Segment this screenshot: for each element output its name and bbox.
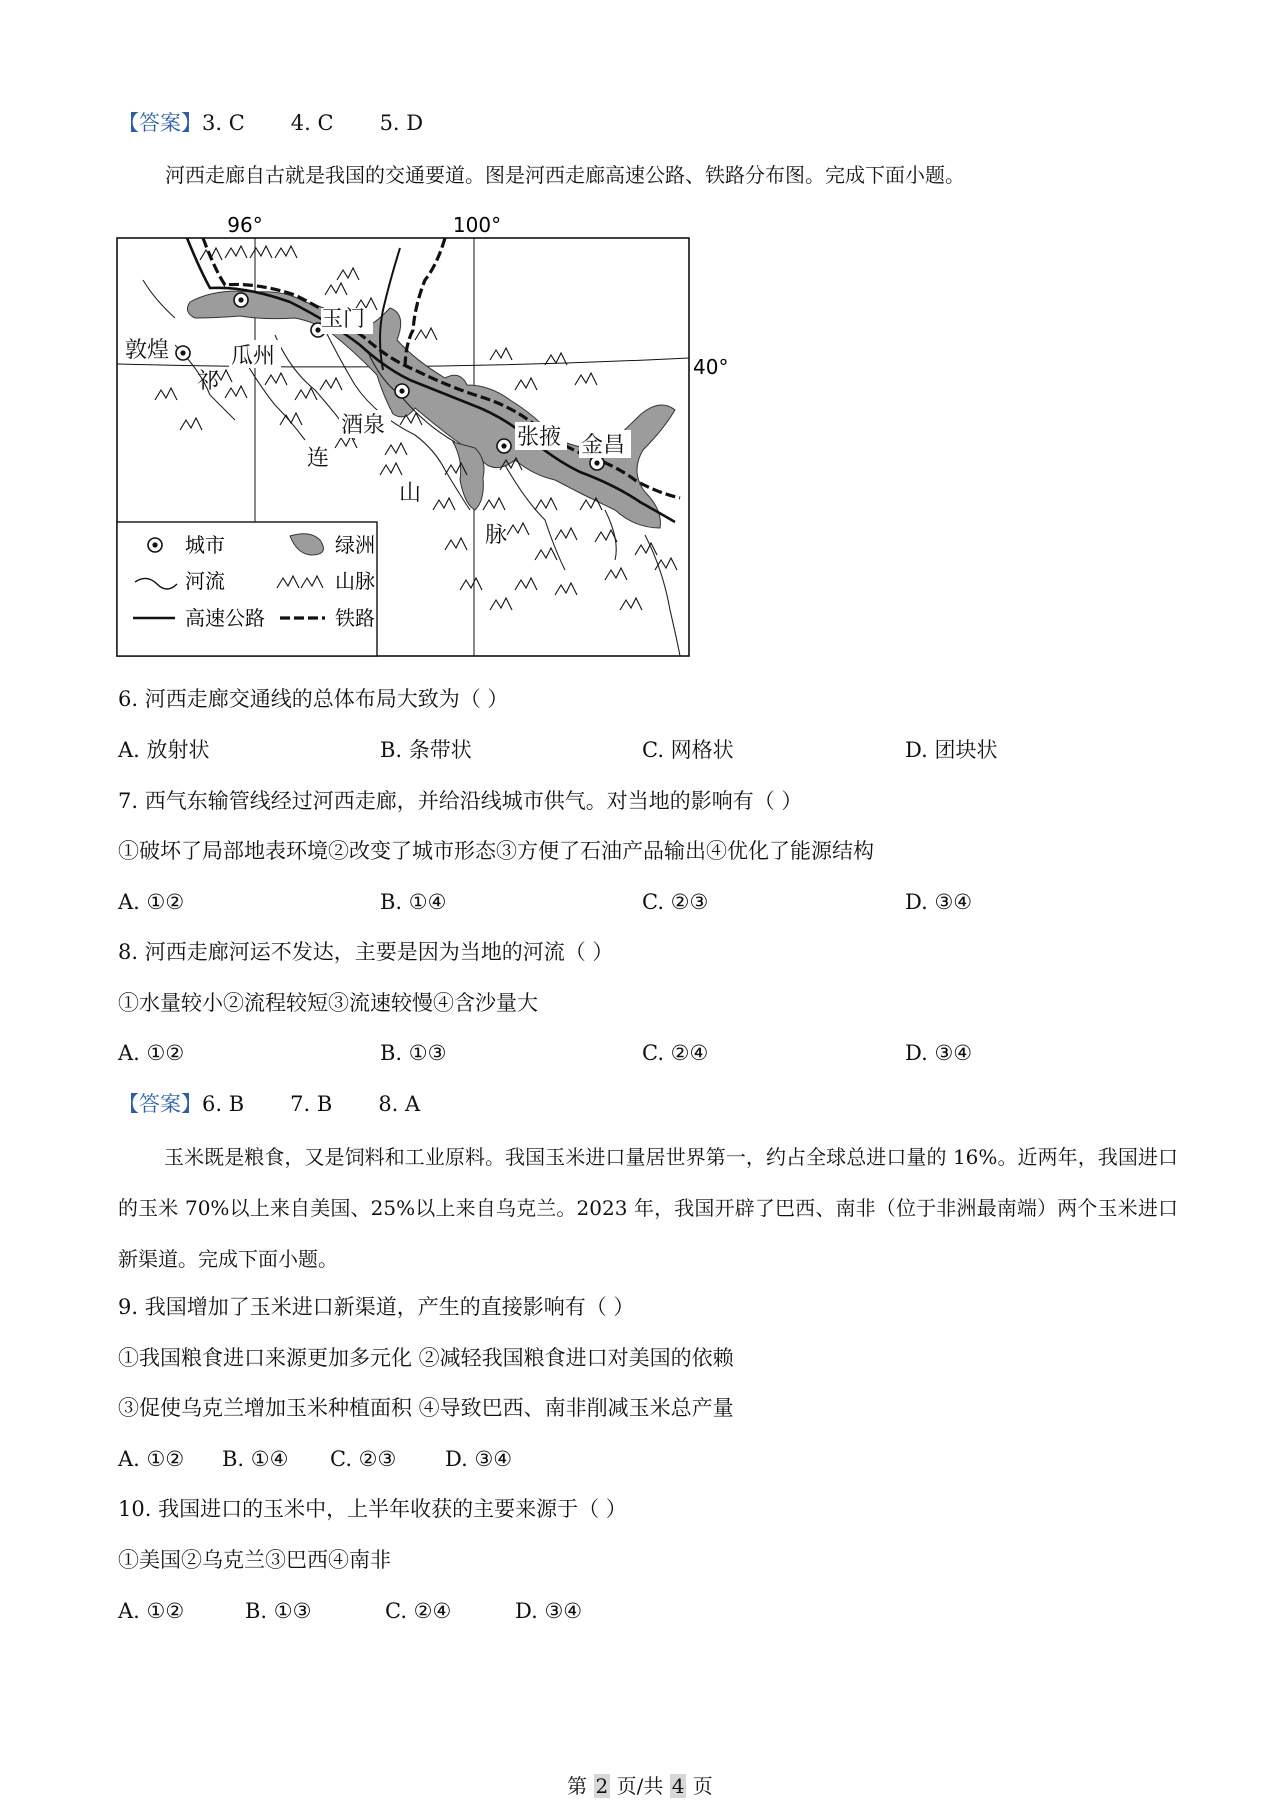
map-legend [117, 522, 377, 656]
intro-paragraph-2: 玉米既是粮食，又是饲料和工业原料。我国玉米进口量居世界第一，约占全球总进口量的 16%。近两年，我国进口的玉米 70%以上来自美国、25%以上来自乌克兰。2023 年，我国开辟了巴西、南非（位于非洲最南端）两个玉米进口新渠道。完成下面小题。 [118, 1145, 1178, 1271]
legend-oasis-label: 绿洲 [335, 533, 375, 557]
answer-item: 4. C [290, 111, 334, 135]
mountain-char-qi: 祁 [197, 369, 220, 394]
footer-middle: 页/共 [610, 1774, 670, 1798]
footer-total-pages: 4 [671, 1774, 685, 1798]
question-6-stem: 6. 河西走廊交通线的总体布局大致为（ ） [118, 687, 509, 711]
answer-line-1 [118, 108, 469, 138]
lon-label-100: 100° [452, 213, 502, 237]
intro-paragraph-1: 河西走廊自古就是我国的交通要道。图是河西走廊高速公路、铁路分布图。完成下面小题。 [165, 163, 965, 187]
question-7-statements: ①破坏了局部地表环境②改变了城市形态③方便了石油产品输出④优化了能源结构 [118, 839, 874, 863]
page-footer [0, 1770, 1280, 1799]
q9-option-d: D. ③④ [445, 1447, 513, 1471]
q6-option-c: C. 网格状 [642, 738, 734, 762]
question-9-stem: 9. 我国增加了玉米进口新渠道，产生的直接影响有（ ） [118, 1295, 635, 1319]
mountain-char-mai: 脉 [485, 523, 508, 548]
answer-item: 7. B [290, 1092, 333, 1116]
city-marker-guazhou [234, 293, 248, 307]
q10-option-a: A. ①② [118, 1599, 185, 1623]
mountain-char-shan: 山 [399, 481, 422, 506]
lat-label-40: 40° [693, 355, 729, 379]
q8-option-a: A. ①② [118, 1041, 185, 1065]
question-10-statements: ①美国②乌克兰③巴西④南非 [118, 1548, 391, 1572]
q8-option-d: D. ③④ [905, 1041, 973, 1065]
q8-option-b: B. ①③ [380, 1041, 447, 1065]
question-8-statements: ①水量较小②流程较短③流速较慢④含沙量大 [118, 991, 538, 1015]
answer-line-2 [118, 1089, 466, 1119]
oasis-area [187, 291, 675, 528]
city-label-jiuquan: 酒泉 [341, 413, 386, 438]
q7-option-a: A. ①② [118, 890, 185, 914]
footer-suffix: 页 [686, 1774, 713, 1798]
city-marker-jiuquan [395, 384, 409, 398]
q6-option-a: A. 放射状 [118, 738, 210, 762]
q6-option-b: B. 条带状 [380, 738, 472, 762]
city-marker-dunhuang [176, 346, 190, 360]
mountain-char-lian: 连 [307, 446, 330, 471]
answer-item: 5. D [379, 111, 424, 135]
q9-option-a: A. ①② [118, 1447, 185, 1471]
legend-city-label: 城市 [185, 533, 225, 557]
legend-river-label: 河流 [185, 569, 225, 593]
city-label-jinchang: 金昌 [581, 433, 626, 458]
q6-option-d: D. 团块状 [905, 738, 998, 762]
q10-option-d: D. ③④ [515, 1599, 583, 1623]
city-label-guazhou: 瓜州 [231, 344, 276, 369]
answer-tag: 【答案】 [118, 1092, 202, 1116]
answer-tag: 【答案】 [118, 111, 202, 135]
q7-option-b: B. ①④ [380, 890, 447, 914]
city-label-yumen: 玉门 [321, 307, 366, 332]
q8-option-c: C. ②④ [642, 1041, 709, 1065]
question-9-statements-1: ①我国粮食进口来源更加多元化 ②减轻我国粮食进口对美国的依赖 [118, 1346, 734, 1370]
answer-item: 3. C [202, 111, 245, 135]
q10-option-c: C. ②④ [385, 1599, 452, 1623]
railway-branch [405, 238, 445, 370]
question-7-stem: 7. 西气东输管线经过河西走廊，并给沿线城市供气。对当地的影响有（ ） [118, 789, 803, 813]
city-marker-jinchang [590, 456, 604, 470]
city-marker-zhangye [497, 439, 511, 453]
footer-prefix: 第 [567, 1774, 594, 1798]
q10-option-b: B. ①③ [245, 1599, 312, 1623]
question-10-stem: 10. 我国进口的玉米中，上半年收获的主要来源于（ ） [118, 1497, 627, 1521]
q9-option-c: C. ②③ [330, 1447, 397, 1471]
q9-option-b: B. ①④ [222, 1447, 289, 1471]
city-label-zhangye: 张掖 [517, 425, 562, 450]
legend-highway-label: 高速公路 [185, 606, 265, 630]
legend-mountain-label: 山脉 [335, 569, 375, 593]
q7-option-c: C. ②③ [642, 890, 709, 914]
legend-railway-label: 铁路 [335, 606, 375, 630]
city-label-dunhuang: 敦煌 [125, 338, 170, 363]
answer-item: 8. A [378, 1092, 421, 1116]
answer-item: 6. B [202, 1092, 245, 1116]
q7-option-d: D. ③④ [905, 890, 973, 914]
question-9-statements-2: ③促使乌克兰增加玉米种植面积 ④导致巴西、南非削减玉米总产量 [118, 1396, 734, 1420]
footer-page-number: 2 [595, 1774, 609, 1798]
hexi-corridor-map [115, 210, 729, 670]
question-8-stem: 8. 河西走廊河运不发达，主要是因为当地的河流（ ） [118, 940, 614, 964]
lon-label-96: 96° [227, 213, 263, 237]
